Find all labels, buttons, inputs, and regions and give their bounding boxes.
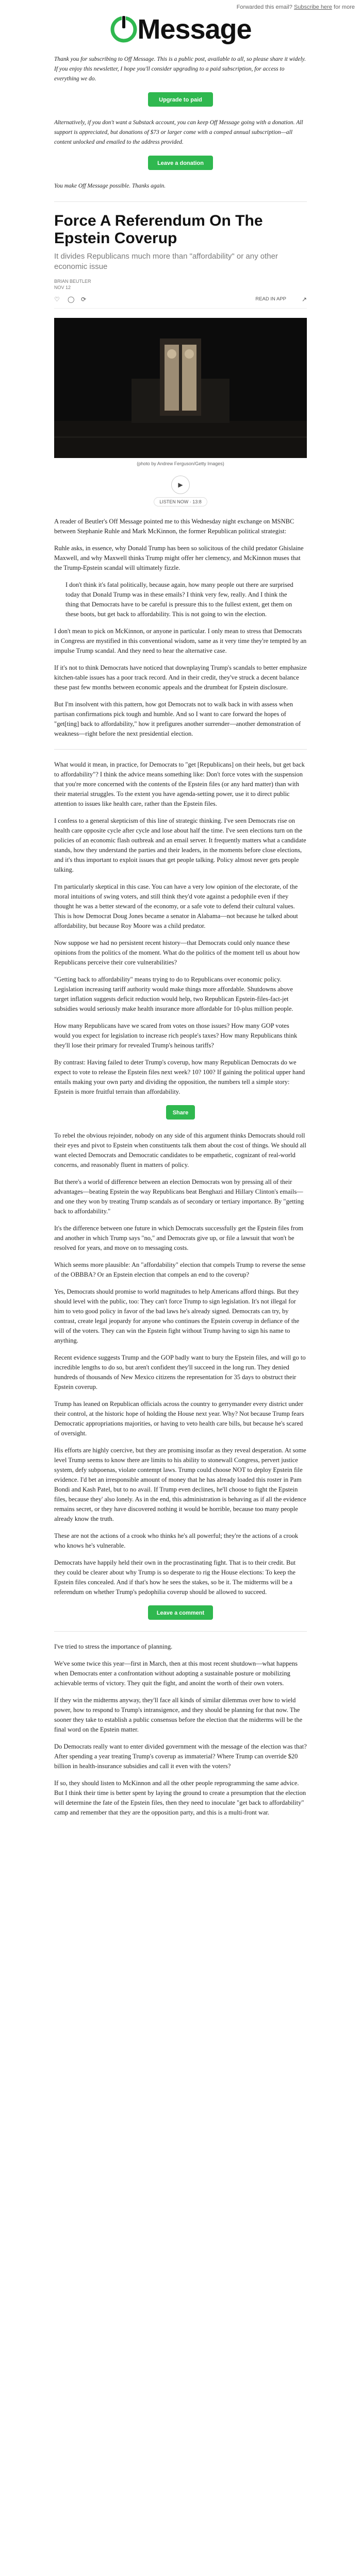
body-paragraph: Do Democrats really want to enter divided government with the message of the election was that? After spending a year treating Trump's coverup as immaterial? Where Trump can override $20 billion in health-insurance subsidies and call it even with the voters? [54, 1743, 307, 1770]
body-paragraph: I'm particularly skeptical in this case. You can have a very low opinion of the electorate, of the moral intuitions of swing voters, and still think they'd vote against a pedophile even if they thought he was a better steward of the economy, or a safe vote to defend their cultural values. This is how Democrat Doug Jones became a senator in Alabama—not because he talked about affordability, but because Roy Moore was a child predator. [54, 883, 298, 929]
body-paragraph: I confess to a general skepticism of this line of strategic thinking. I've seen Democrats rise on health care opposite cycle after cycle and lose about half the time. I've seen elections turn on the policies of an economic flash outbreak and an email server. It frequently matters what a candidate stands, how they understand the parties and their leaders, in the moments before close elections, and it's thus important to exploit issues that get people talking. Policy almost never gets people talking. [54, 817, 306, 873]
play-icon[interactable]: ▶ [171, 476, 190, 494]
body-paragraph: His efforts are highly coercive, but they are promising insofar as they reveal desperation. At some level Trump seems to know there are limits to his ability to stonewall Congress, pervert justice system, defy subpoenas, violate contempt laws. Trump could choose NOT to deploy Epstein file evidence. I'd bet an irresponsible amount of money that he has already loaded this roster in Pam Bondi and Kash Patel, but to no avail. If Trump even declines, he'll choose to fight the Epstein files, because they' also lonely. As in the end, this administration is behaving as if all the evidence remains secret, or they have discovered nothing it would be horrible, because too many people already know the truth. [54, 1447, 306, 1522]
content-column [54, 55, 307, 1818]
divider [54, 1631, 307, 1632]
divider [54, 201, 307, 202]
listen-now[interactable] [54, 476, 307, 506]
body-paragraph: By contrast: Having failed to deter Trump's coverup, how many Republican Democrats do we expect to vote to release the Epstein files next week? 10? 100? If gaining the political upper hand entails making your own party and dividing the opposition, the numbers tell a simple story: Epstein is more fruitful terrain than affordability. [54, 1059, 305, 1095]
upgrade-button[interactable]: Upgrade to paid [148, 92, 213, 107]
post-actions [54, 293, 307, 309]
divider [54, 749, 307, 750]
body-paragraph: A reader of Beutler's Off Message pointed me to this Wednesday night exchange on MSNBC between Stephanie Ruhle and Mark McKinnon, the former Republican political strategist: [54, 518, 294, 535]
share-button[interactable]: Share [166, 1105, 195, 1120]
donation-text: Alternatively, if you don't want a Substack account, you can keep Off Message going with a donation. All support is appreciated, but donations of $73 or larger come with a comped annual subscription—all content unlocked and emailed to the address provided. [54, 120, 303, 145]
like-icon[interactable]: ♡ [54, 296, 60, 303]
hero-caption: (photo by Andrew Ferguson/Getty Images) [137, 461, 224, 466]
body-paragraph: How many Republicans have we scared from votes on those issues? How many GOP votes would you expect for legislation to increase rich people's taxes? How many Republicans think they'll lose their primary for revealed Trump's heinous tariffs? [54, 1022, 298, 1049]
hero-image [54, 318, 307, 458]
power-logo-icon [109, 15, 138, 44]
comment-icon[interactable]: ◯ [68, 296, 75, 303]
forwarded-note: Forwarded this email? Subscribe here for more [236, 4, 355, 10]
body-paragraph: It's the difference between one future in which Democrats successfully get the Epstein files from and another in which Trump says "no," and Democrats give up, or file a lawsuit that won't be resolved for years, and move on to messaging costs. [54, 1225, 304, 1251]
body-paragraph: Which seems more plausible: An "affordability" election that compels Trump to reverse the sense of the OBBBA? Or an Epstein election that compels an end to the coverup? [54, 1261, 306, 1278]
body-paragraph: Recent evidence suggests Trump and the GOP badly want to bury the Epstein files, and will go to incredible lengths to do so, but aren't confident they'll succeed in the long run. They denied hundreds of thousands of New Mexico citizens the representation for 35 days to obstruct their Epstein coverup. [54, 1354, 306, 1391]
body-paragraph: Trump has leaned on Republican officials across the country to gerrymander every district under their control, at the historic hope of holding the House next year. Why? Not because Trump fears Democratic appropriations majorities, or having to veto health care bills, but because he's scared of oversight. [54, 1400, 304, 1437]
body-paragraph: If they win the midterms anyway, they'll face all kinds of similar dilemmas over how to wield power, how to respond to Trump's intransigence, and they should be planning for that now. The sooner they take to establish a public consensus before the election that the midterms will be the final word on the Epstein matter. [54, 1697, 303, 1733]
listen-now-label[interactable]: LISTEN NOW · 13:8 [154, 497, 207, 506]
body-paragraph: But I'm insolvent with this pattern, how got Democrats not to walk back in with assess when partisan confirmations pick tough and humble. And so I want to care forward the hopes of "get[ting] back to affordability," how it prefigures another surrender—another demonstration of weakness—right before the next presidential election. [54, 701, 301, 737]
body-paragraph: What would it mean, in practice, for Democrats to "get [Republicans] on their heels, but get back to affordability"? I think the advice means something like: Don't force votes with the suspension that you're more concerned with the contents of the Epstein files (or any hard matter) than with their material struggles. To the extent you have agenda-setting power, use it to direct public attention to issues like health care, rather than the Epstein files. [54, 761, 305, 807]
body-paragraph: But there's a world of difference between an election Democrats won by pressing all of their advantages—beating Epstein the way Republicans beat Benghazi and Hillary Clinton's emails—and one they won by treating Trump scandals as of secondary or tertiary importance. By "getting back to affordability." [54, 1178, 304, 1215]
body-paragraph: I don't mean to pick on McKinnon, or anyone in particular. I only mean to stress that Democrats in Congress are mystified in this conventional wisdom, same as it very time they're tempted by an impulse Trump scandal. And they need to hear the alternative case. [54, 628, 307, 654]
body-paragraph: I've tried to stress the importance of planning. [54, 1643, 173, 1650]
brand-name: Message [137, 14, 252, 45]
body-paragraph: If so, they should listen to McKinnon and all the other people reprogramming the same advice. But I think their time is better spent by laying the ground to create a presumption that the election will determine the fate of the Epstein files, then they need to inoculate "get back to affordability" camp and remember that they are the opposition party, and this is a multi-front war. [54, 1780, 306, 1816]
hero-photo-illustration [54, 318, 307, 458]
thanks-text: You make Off Message possible. Thanks again. [54, 183, 166, 189]
blockquote: I don't think it's fatal politically, because again, how many people out there are surprised today that Donald Trump was in these emails? I think very few, really. And I think the thing that Democrats have to be careful is pressure this to the fullest extent, get them on these boots, but get back to affordability. This is not going to win the election. [65, 581, 293, 618]
body-paragraph: "Getting back to affordability" means trying to do to Republicans over economic policy. Legislation increasing tariff authority would make things more affordable. Shutdowns above target inflation suggests deficit reduction would help, two Republican Epstein-files-fact-jet subsidies would seriously make health insurance more affordable for 10-plus million people. [54, 976, 293, 1012]
post-date: NOV 12 [54, 285, 71, 290]
body-paragraph: Now suppose we had no persistent recent history—that Democrats could only nuance these opinions from the politics of the moment. What do the politics of the moment tell us about how Republicans perceive their core vulnerabilities? [54, 939, 300, 966]
post-title[interactable]: Force A Referendum On The Epstein Coverup [54, 212, 263, 247]
restack-icon[interactable]: ⟳ [81, 296, 87, 303]
read-in-app-link[interactable]: READ IN APP [255, 296, 286, 302]
top-bar [0, 0, 361, 14]
body-paragraph: Democrats have happily held their own in the procrastinating fight. That is to their credit. But they could be clearer about why Trump is so desperate to rig the House elections: To keep the Epstein files concealed. And if that's how he sees the stakes, so be it. The midterms will be a referendum on whether Trump's pedophilia coverup should be allowed to succeed. [54, 1559, 296, 1596]
author-name[interactable]: BRIAN BEUTLER [54, 279, 91, 284]
share-icon[interactable]: ↗ [301, 296, 307, 303]
post-subtitle: It divides Republicans much more than "affordability" or any other economic issue [54, 252, 278, 271]
donate-button[interactable]: Leave a donation [148, 156, 213, 170]
subscribe-link[interactable]: Subscribe here [293, 4, 332, 10]
body-paragraph: These are not the actions of a crook who thinks he's all powerful; they're the actions of a crook who knows he's vulnerable. [54, 1532, 299, 1549]
brand-logo[interactable] [0, 14, 361, 44]
body-paragraph: To rebel the obvious rejoinder, nobody on any side of this argument thinks Democrats should roll their eyes and pivot to Epstein when constituents talk them about the cost of things. We should all want elected Democrats and Democratic candidates to be empathetic, cognizant of real-world concerns, and reasonably fluent in matters of policy. [54, 1132, 306, 1168]
body-paragraph: If it's not to think Democrats have noticed that downplaying Trump's scandals to better emphasize kitchen-table issues has a poor track record. And in their credit, they've struck a decent balance these past few months between economic appeals and the drumbeat for Epstein disclosure. [54, 664, 307, 691]
body-paragraph: We've some twice this year—first in March, then at this most recent shutdown—what happens when Democrats enter a confrontation without adopting a sustainable posture or mobilizing achievable terms of victory. They quit the fight, and anoint the worth of their own voters. [54, 1660, 298, 1687]
leave-comment-button[interactable]: Leave a comment [148, 1605, 213, 1620]
body-paragraph: Yes, Democrats should promise to world magnitudes to help Americans afford things. But they should level with the public, too: They can't force Trump to sign legislation. It's not illegal for him to veto good policy in favor of the bad laws he's already signed. Democrats can try, by contrast, create legal jeopardy for anyone who continues the Epstein coverup in defiance of the will of the voters. They can win the Epstein fight without Trump having to sign his name to anything. [54, 1288, 300, 1344]
intro-text: Thank you for subscribing to Off Message. This is a public post, available to all, so please share it widely. If you enjoy this newsletter, I hope you'll consider upgrading to a paid subscription, for access to everything we do. [54, 56, 306, 82]
body-paragraph: Ruhle asks, in essence, why Donald Trump has been so solicitous of the child predator Ghislaine Maxwell, and why Maxwell thinks Trump might offer her clemency, and McKinnon muses that the Trump-Epstein scandal will ultimately fizzle. [54, 545, 304, 571]
